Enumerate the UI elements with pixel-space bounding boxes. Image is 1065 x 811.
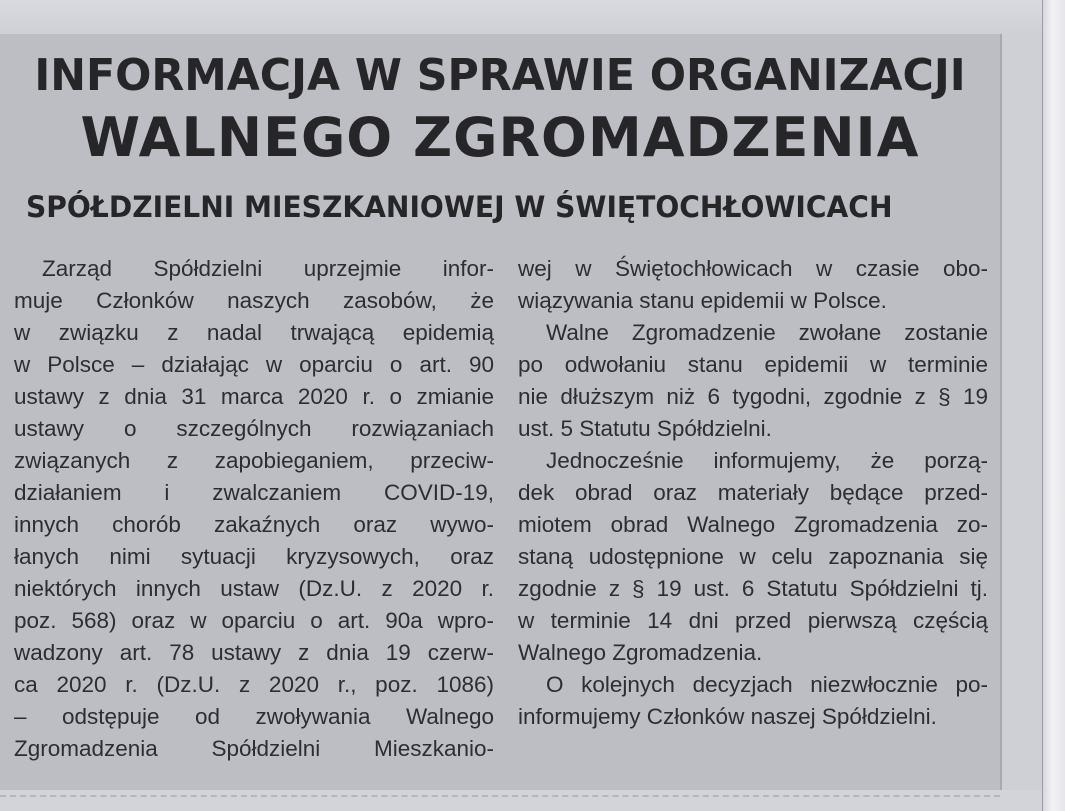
text-line: Walne Zgromadzenie zwołane zostanie <box>546 320 988 345</box>
text-line: niektórych innych ustaw (Dz.U. z 2020 r. <box>14 576 494 601</box>
left-column <box>14 253 494 765</box>
text-line: w związku z nadal trwającą epidemią <box>14 320 494 345</box>
text-line: staną udostępnione w celu zapoznania się <box>518 544 988 569</box>
bottom-margin <box>0 790 1042 811</box>
top-margin <box>0 0 1065 34</box>
text-line: po odwołaniu stanu epidemii w terminie <box>518 352 988 377</box>
text-line: zgodnie z § 19 ust. 6 Statutu Spółdzielni tj. <box>518 576 988 601</box>
page-edge <box>1042 0 1065 811</box>
text-line: – odstępuje od zwoływania Walnego <box>14 704 494 729</box>
right-margin <box>1002 34 1042 790</box>
text-line: Zarząd Spółdzielni uprzejmie infor- <box>42 256 494 281</box>
text-line: wadzony art. 78 ustawy z dnia 19 czerw- <box>14 640 494 665</box>
divider-line <box>0 795 1000 797</box>
text-line: Zgromadzenia Spółdzielni Mieszkanio- <box>14 736 494 761</box>
text-line: łanych nimi sytuacji kryzysowych, oraz <box>14 544 494 569</box>
title-line-2: WALNEGO ZGROMADZENIA <box>80 106 920 169</box>
text-line: wej w Świętochłowicach w czasie obo- <box>518 256 988 281</box>
text-line: poz. 568) oraz w oparciu o art. 90a wpro- <box>14 608 494 633</box>
text-line: miotem obrad Walnego Zgromadzenia zo- <box>518 512 988 537</box>
text-line: dek obrad oraz materiały będące przed- <box>518 480 988 505</box>
text-line: informujemy Członków naszej Spółdzielni. <box>518 704 937 729</box>
text-line: ust. 5 Statutu Spółdzielni. <box>518 416 772 441</box>
text-line: Jednocześnie informujemy, że porzą- <box>546 448 988 473</box>
text-line: ustawy z dnia 31 marca 2020 r. o zmianie <box>14 384 494 409</box>
text-line: w Polsce – działając w oparciu o art. 90 <box>14 352 494 377</box>
text-line: nie dłuższym niż 6 tygodni, zgodnie z § 19 <box>518 384 988 409</box>
text-line: ca 2020 r. (Dz.U. z 2020 r., poz. 1086) <box>14 672 494 697</box>
text-line: związanych z zapobieganiem, przeciw- <box>14 448 494 473</box>
title-line-1: INFORMACJA W SPRAWIE ORGANIZACJI <box>34 50 966 101</box>
text-line: O kolejnych decyzjach niezwłocznie po- <box>546 672 988 697</box>
text-line: wiązywania stanu epidemii w Polsce. <box>518 288 887 313</box>
text-line: w terminie 14 dni przed pierwszą częścią <box>518 608 988 633</box>
text-line: Walnego Zgromadzenia. <box>518 640 763 665</box>
text-line: muje Członków naszych zasobów, że <box>14 288 494 313</box>
text-line: działaniem i zwalczaniem COVID-19, <box>14 480 494 505</box>
subtitle: SPÓŁDZIELNI MIESZKANIOWEJ W ŚWIĘTOCHŁOWICACH <box>26 190 893 224</box>
right-column <box>518 253 988 733</box>
text-line: innych chorób zakaźnych oraz wywo- <box>14 512 494 537</box>
text-line: ustawy o szczególnych rozwiązaniach <box>14 416 494 441</box>
